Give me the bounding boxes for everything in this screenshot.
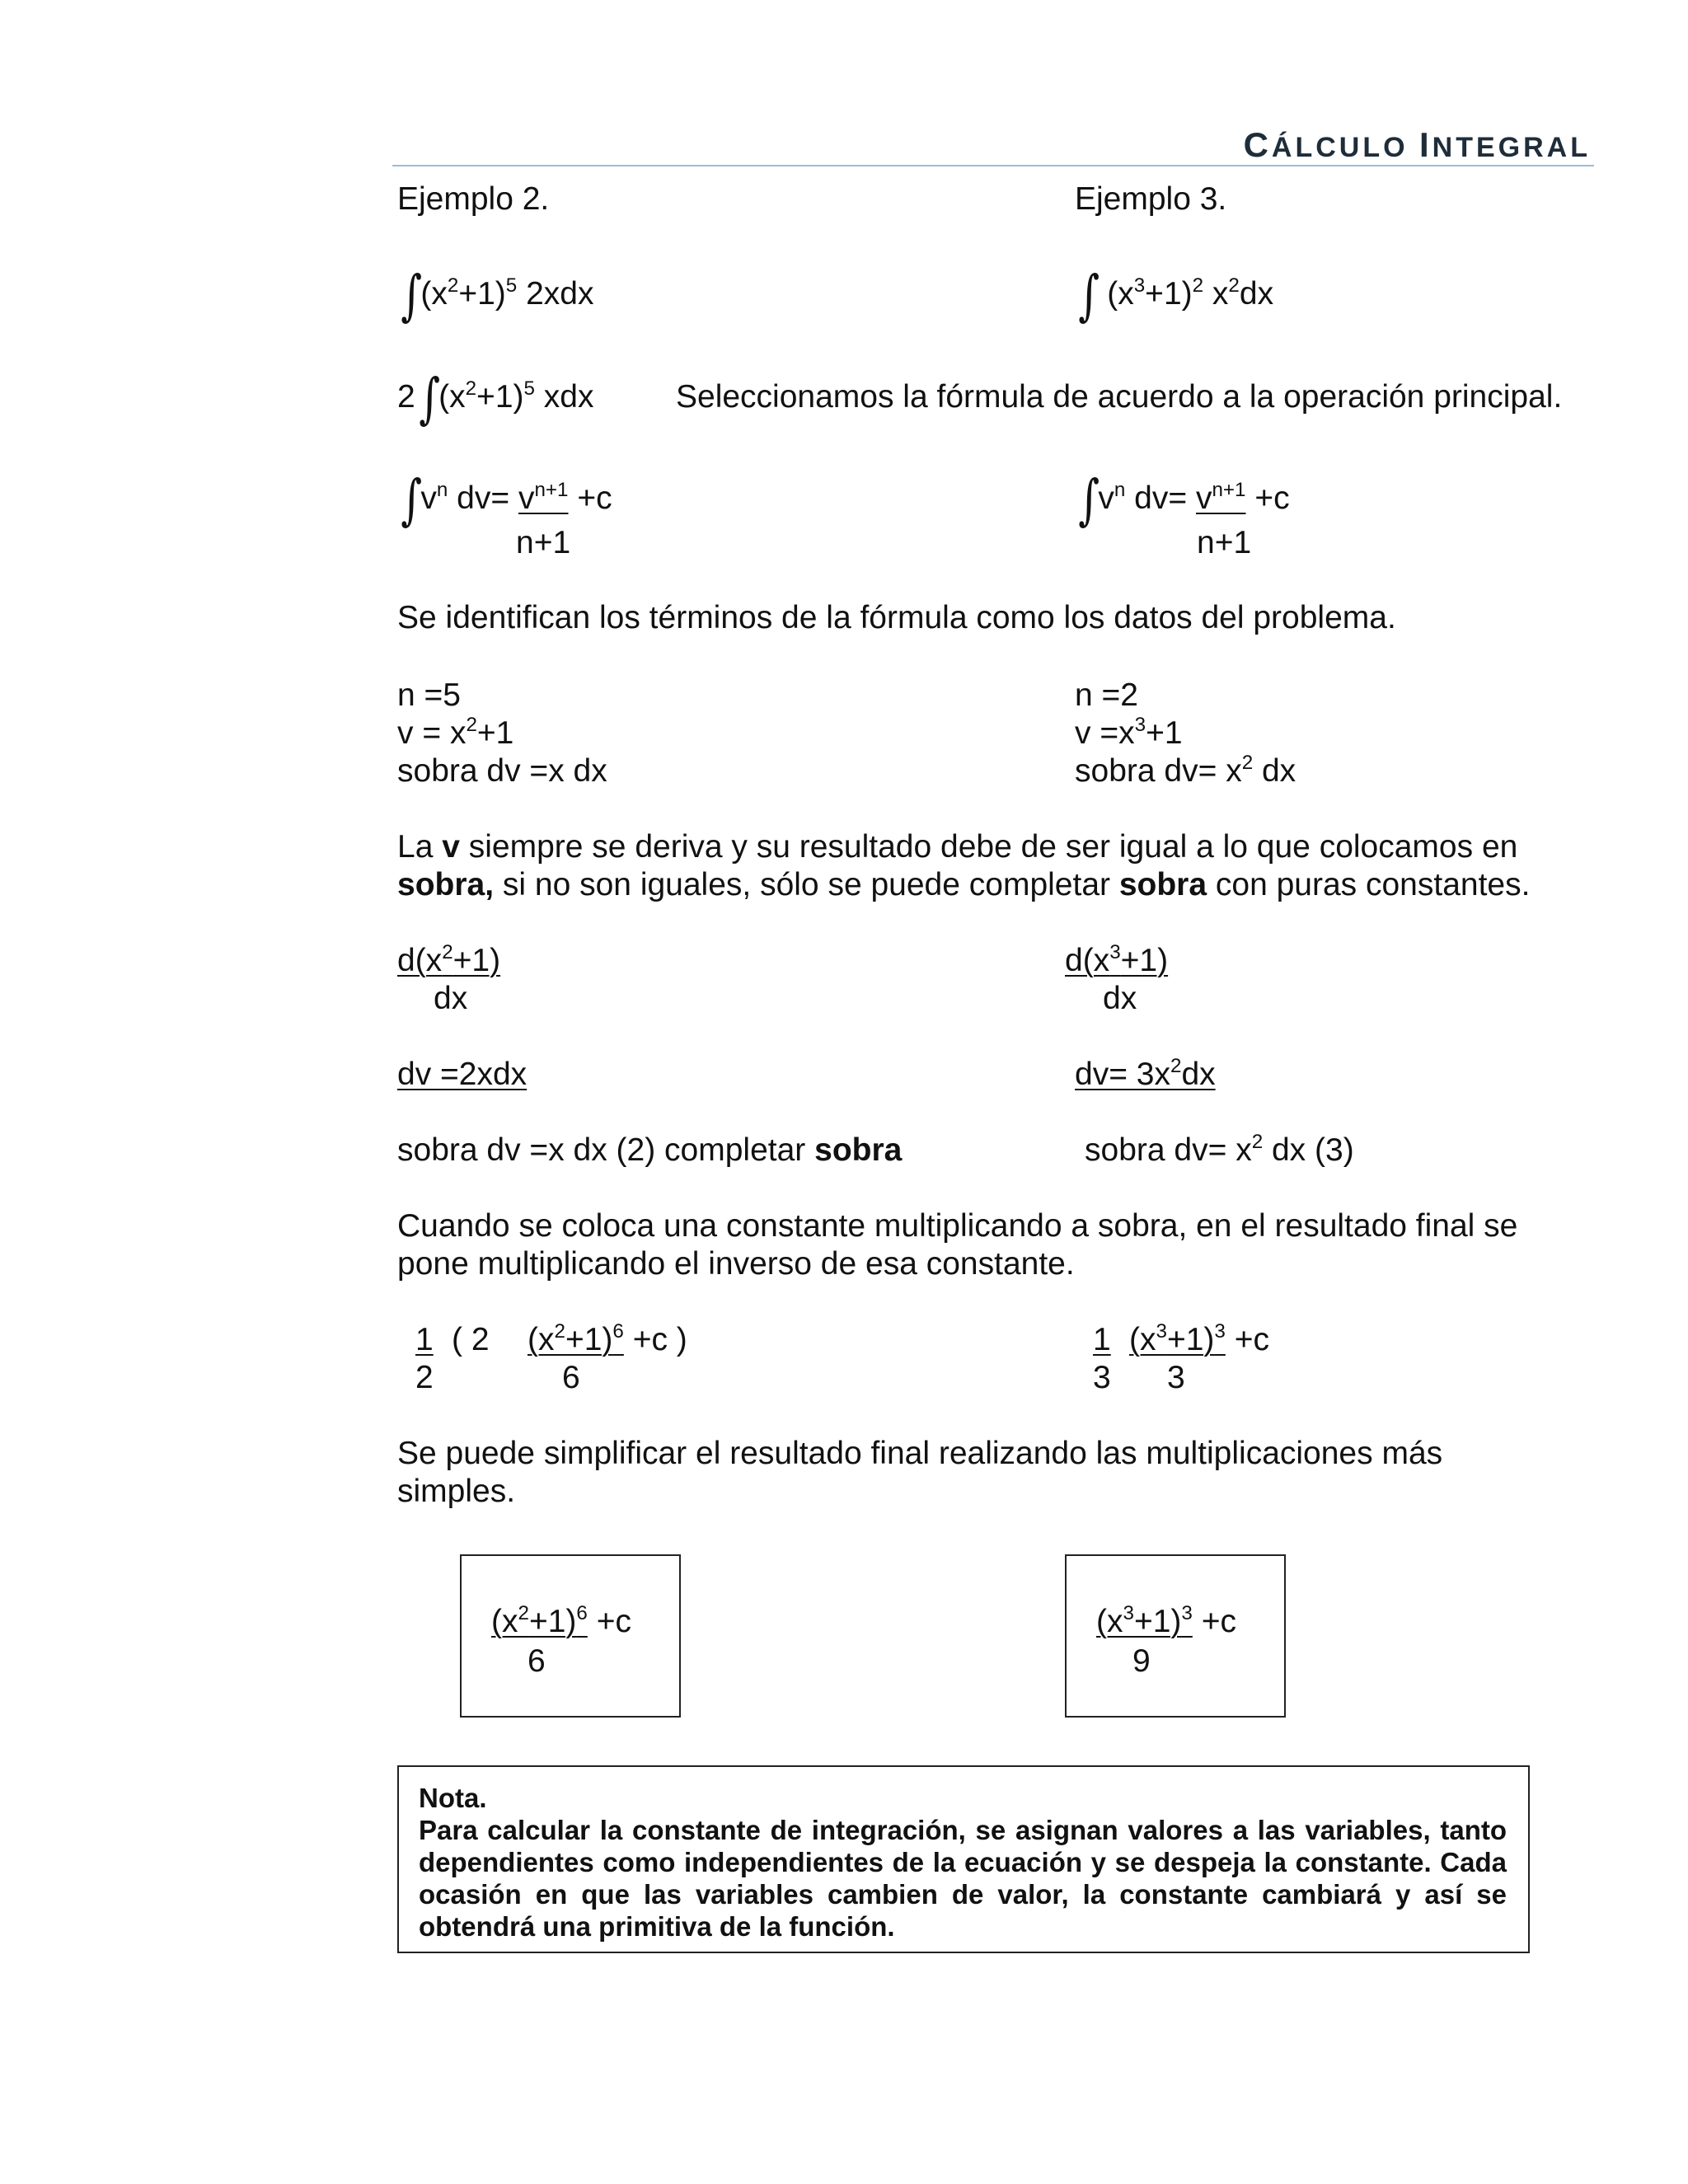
example-2-formula: $\int v^n$ $dv= v^{n+1} +c$ (401, 468, 612, 532)
integral-sign-icon: ∫ (419, 367, 440, 430)
example-2-result-two: 2 (415, 1360, 434, 1395)
identify-terms-text: Se identifican los términos de la fórmula como los datos del problema. (397, 600, 1396, 635)
example-3-integral: ∫ $(x^3+1)^2$ $x^2dx$ (1078, 264, 1274, 327)
simplify-line-1: Se puede simplificar el resultado final realizando las multiplicaciones más (397, 1436, 1443, 1471)
integral-sign-icon: ∫ (401, 264, 423, 327)
example-2-constant-out: $2\int(x^2+1)^5$ xdx (397, 367, 594, 430)
example-2-result-numerator: $(x^2+1)^6 +c$ ) (528, 1319, 687, 1357)
note-box (397, 1765, 1530, 1953)
example-2-final-answer-box (460, 1554, 681, 1718)
example-2-n: n =5 (397, 677, 461, 713)
example-3-v: $v =x^3+1$ (1075, 713, 1183, 751)
example-3-formula-denominator: n+1 (1197, 525, 1252, 560)
derive-explanation-line-1: La v siempre se deriva y su resultado debe de ser igual a lo que colocamos en (397, 829, 1518, 865)
example-3-result-numerator: $(x^3+1)^3 +c$ (1129, 1319, 1269, 1357)
example-3-dv-result: $dv= 3x^2dx$ (1075, 1054, 1216, 1092)
example-2-sobra: sobra dv =x dx (397, 753, 607, 789)
example-3-derivative-denominator: dx (1103, 981, 1137, 1016)
example-2-formula-denominator: n+1 (516, 525, 571, 560)
derive-explanation-line-2: sobra, si no son iguales, sólo se puede completar sobra con puras constantes. (397, 867, 1531, 902)
example-2-heading: Ejemplo 2. (397, 181, 550, 217)
header-rule (392, 165, 1594, 166)
example-3-final-denominator: 9 (1132, 1643, 1151, 1679)
note-body: Para calcular la constante de integración, se asignan valores a las variables, tanto dependientes como independientes de la ecuación y se despeja la constante. Cada ocasión en que las variables cambien de valor, la constante cambiará y así se obtendrá una primitiva de la función. (419, 1815, 1507, 1942)
example-2-result-one: 1 (415, 1322, 434, 1357)
example-3-sobra: sobra $dv= x^2$ dx (1075, 751, 1296, 789)
example-3-formula: $\int v^n$ $dv= v^{n+1} +c$ (1078, 468, 1290, 532)
example-2-final-denominator: 6 (528, 1643, 546, 1679)
example-2-final-numerator: $(x^2+1)^6 +c$ (491, 1601, 631, 1639)
example-2-result-denominator: 6 (562, 1360, 580, 1395)
example-3-result-three-b: 3 (1167, 1360, 1185, 1395)
example-3-final-answer-box (1065, 1554, 1286, 1718)
example-3-derivative-numerator: $d(x^3+1)$ (1065, 940, 1169, 978)
example-2-result-paren: ( 2 (452, 1322, 490, 1357)
page-header-title: CÁLCULO INTEGRAL (1243, 125, 1591, 164)
example-3-result-three-a: 3 (1093, 1360, 1111, 1395)
example-2-derivative-numerator: $d(x^2+1)$ (397, 940, 501, 978)
example-3-result-one: 1 (1093, 1322, 1111, 1357)
simplify-line-2: simples. (397, 1474, 516, 1509)
integral-sign-icon: ∫ (401, 468, 423, 532)
select-formula-text: Seleccionamos la fórmula de acuerdo a la operación principal. (676, 379, 1563, 415)
example-3-completar-sobra: sobra $dv= x^2$ dx (3) (1085, 1130, 1354, 1168)
constant-explanation-line-2: pone multiplicando el inverso de esa constante. (397, 1246, 1075, 1282)
integral-sign-icon: ∫ (1078, 468, 1100, 532)
example-2-integral: $\int(x^2+1)^5$ 2xdx (401, 264, 594, 327)
example-3-n: n =2 (1075, 677, 1138, 713)
example-2-v: $v = x^2+1$ (397, 713, 514, 751)
example-2-completar-sobra: sobra dv =x dx (2) completar sobra (397, 1132, 903, 1168)
example-2-derivative-denominator: dx (434, 981, 468, 1016)
example-3-final-numerator: $(x^3+1)^3 +c$ (1096, 1601, 1236, 1639)
constant-explanation-line-1: Cuando se coloca una constante multiplicando a sobra, en el resultado final se (397, 1208, 1518, 1244)
integral-sign-icon: ∫ (1078, 264, 1100, 327)
example-2-dv-result: dv =2xdx (397, 1057, 528, 1092)
note-title: Nota. (419, 1783, 487, 1813)
example-3-heading: Ejemplo 3. (1075, 181, 1227, 217)
